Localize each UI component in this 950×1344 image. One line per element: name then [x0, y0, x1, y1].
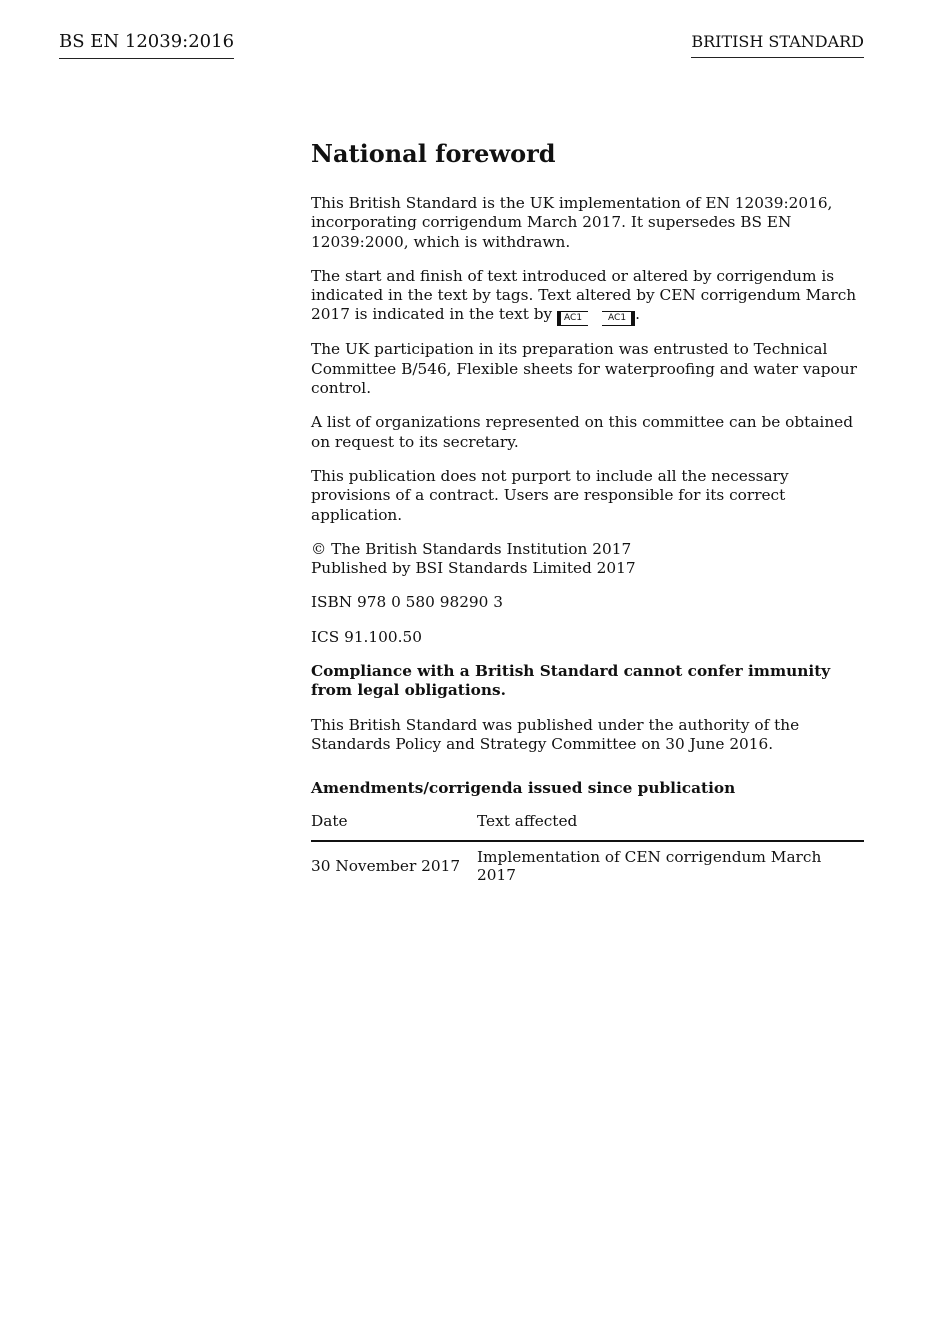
page-title: National foreword	[311, 139, 556, 168]
amendments-table	[311, 806, 864, 888]
corrigendum-tags-paragraph	[311, 267, 864, 326]
corrigendum-tags-text: The start and finish of text introduced or altered by corrigendum is indicated in the text by tags. Text altered by CEN corrigendum March 2017 is indicated in the text by	[311, 266, 857, 324]
ac1-close-tag-icon: AC1	[602, 311, 635, 326]
amendment-date: 30 November 2017	[311, 857, 461, 876]
amendments-title: Amendments/corrigenda issued since publication	[311, 779, 736, 798]
column-header-date: Date	[311, 806, 477, 841]
ac1-open-tag-icon: AC1	[557, 311, 588, 326]
ics-code: ICS 91.100.50	[311, 627, 422, 646]
amendment-text-affected: Implementation of CEN corrigendum March 2017	[477, 848, 822, 885]
copyright-block	[311, 540, 864, 579]
compliance-statement: Compliance with a British Standard cannot confer immunity from legal obligations.	[311, 662, 831, 700]
committee-paragraph: The UK participation in its preparation was entrusted to Technical Committee B/546, Flexible sheets for waterproofing and water vapour control.	[311, 340, 857, 398]
corrigendum-tags-end: .	[635, 305, 640, 324]
table-header-row	[311, 806, 864, 841]
foreword-section	[311, 138, 864, 888]
organizations-paragraph: A list of organizations represented on this committee can be obtained on request to its secretary.	[311, 413, 854, 451]
provisions-paragraph: This publication does not purport to include all the necessary provisions of a contract. Users are responsible for its correct application.	[311, 466, 789, 524]
implementation-paragraph: This British Standard is the UK implementation of EN 12039:2016, incorporating corrigendum March 2017. It supersedes BS EN 12039:2000, which is withdrawn.	[311, 194, 833, 251]
table-row	[311, 841, 864, 888]
column-header-text-affected: Text affected	[477, 806, 864, 841]
authority-paragraph: This British Standard was published under the authority of the Standards Policy and Strategy Committee on 30 June 2016.	[311, 715, 800, 753]
copyright-line: © The British Standards Institution 2017	[311, 539, 632, 558]
published-line: Published by BSI Standards Limited 2017	[311, 559, 636, 578]
standard-label: BRITISH STANDARD	[691, 31, 864, 58]
document-number: BS EN 12039:2016	[59, 30, 234, 59]
isbn: ISBN 978 0 580 98290 3	[311, 593, 503, 612]
